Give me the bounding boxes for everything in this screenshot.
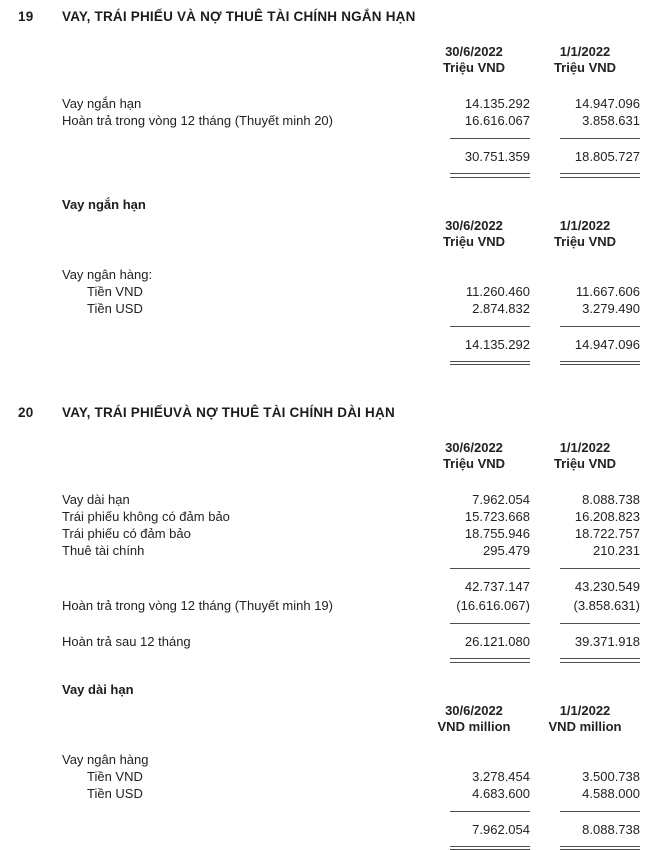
section-number: 19 xyxy=(18,9,34,24)
col1-unit: Triệu VND xyxy=(442,233,506,249)
table-row xyxy=(62,768,640,785)
single-rule xyxy=(450,138,530,139)
total-col2: 8.088.738 xyxy=(582,821,640,837)
col1-date: 30/6/2022 xyxy=(445,440,503,456)
row-label: Tiền VND xyxy=(87,283,143,299)
double-rule xyxy=(450,658,530,663)
value-col2: 4.588.000 xyxy=(582,785,640,801)
table-row xyxy=(62,95,640,112)
value-col1: 14.135.292 xyxy=(464,96,530,111)
col2-unit: Triệu VND xyxy=(553,60,617,75)
total-col2: 14.947.096 xyxy=(574,336,640,352)
value-col1: 4.683.600 xyxy=(472,785,530,801)
col1-header xyxy=(418,703,530,735)
single-rule xyxy=(560,138,640,139)
short-term-bank-loans-table xyxy=(62,218,640,366)
single-rule xyxy=(560,326,640,327)
value-col1: 16.616.067 xyxy=(464,113,530,128)
double-rule xyxy=(450,173,530,178)
single-rule-row xyxy=(62,802,640,812)
group-label-row xyxy=(62,751,640,768)
total-row xyxy=(62,139,640,165)
column-headers xyxy=(62,703,640,735)
double-rule xyxy=(450,846,530,850)
col1-unit: Triệu VND xyxy=(442,60,506,75)
col2-date: 1/1/2022 xyxy=(559,440,611,456)
single-rule xyxy=(450,623,530,624)
double-rule xyxy=(560,361,640,366)
double-rule xyxy=(560,658,640,663)
single-rule-row xyxy=(62,317,640,327)
col1-header xyxy=(418,440,530,472)
col1-date: 30/6/2022 xyxy=(445,217,503,233)
double-rule-row xyxy=(62,165,640,178)
value-col2: 3.858.631 xyxy=(582,113,640,128)
value-col2: 210.231 xyxy=(593,543,640,559)
double-rule xyxy=(560,846,640,850)
row-label: Trái phiếu có đảm bảo xyxy=(62,526,191,542)
row-label: Vay ngắn hạn xyxy=(62,96,142,111)
value-col2: 11.667.606 xyxy=(575,283,640,299)
col2-header xyxy=(530,218,640,250)
table-row xyxy=(62,283,640,300)
group-label-row xyxy=(62,266,640,283)
total-col1: 7.962.054 xyxy=(472,821,530,837)
value-col1: 18.755.946 xyxy=(464,526,530,542)
total-col2: 39.371.918 xyxy=(574,634,640,650)
col1-date: 30/6/2022 xyxy=(445,702,503,718)
value-col2: 18.722.757 xyxy=(574,526,640,542)
double-rule-row xyxy=(62,838,640,850)
section-title: VAY, TRÁI PHIẾUVÀ NỢ THUÊ TÀI CHÍNH DÀI HẠN xyxy=(62,405,395,421)
row-label: Thuê tài chính xyxy=(62,543,145,559)
double-rule-row xyxy=(62,353,640,366)
total-row xyxy=(62,327,640,353)
col1-header xyxy=(418,44,530,76)
column-headers xyxy=(62,440,640,472)
double-rule xyxy=(450,361,530,366)
single-rule xyxy=(560,811,640,812)
subtotal-col2: 43.230.549 xyxy=(574,579,640,595)
single-rule-row xyxy=(62,559,640,569)
short-term-summary-table xyxy=(62,44,640,178)
single-rule xyxy=(560,568,640,569)
value-col1: 2.874.832 xyxy=(472,300,530,316)
col2-date: 1/1/2022 xyxy=(559,44,611,59)
table-row xyxy=(62,112,640,129)
col1-date: 30/6/2022 xyxy=(445,44,503,59)
total-col1: 30.751.359 xyxy=(464,149,530,164)
value-col1: (16.616.067) xyxy=(456,598,530,614)
col1-unit: Triệu VND xyxy=(442,456,506,472)
value-col2: 8.088.738 xyxy=(582,492,640,508)
total-row xyxy=(62,624,640,650)
row-label: Hoàn trả trong vòng 12 tháng (Thuyết minh 20) xyxy=(62,113,333,128)
subtotal-col1: 42.737.147 xyxy=(464,579,530,595)
row-label: Hoàn trả trong vòng 12 tháng (Thuyết minh 19) xyxy=(62,598,333,614)
row-label: Tiền USD xyxy=(87,300,143,316)
value-col1: 3.278.454 xyxy=(472,768,530,784)
subsection-title: Vay dài hạn xyxy=(62,681,134,697)
table-row xyxy=(62,300,640,317)
table-row xyxy=(62,508,640,525)
col1-header xyxy=(418,218,530,250)
total-col2: 18.805.727 xyxy=(574,149,640,164)
table-row xyxy=(62,542,640,559)
row-label: Hoàn trả sau 12 tháng xyxy=(62,634,191,650)
column-headers xyxy=(62,44,640,76)
row-label: Vay dài hạn xyxy=(62,492,130,508)
value-col2: 16.208.823 xyxy=(574,509,640,525)
value-col1: 7.962.054 xyxy=(472,492,530,508)
value-col2: (3.858.631) xyxy=(573,598,640,614)
row-label: Tiền VND xyxy=(87,768,143,784)
row-label: Trái phiếu không có đảm bảo xyxy=(62,509,230,525)
column-headers xyxy=(62,218,640,250)
double-rule xyxy=(560,173,640,178)
value-col1: 11.260.460 xyxy=(465,283,530,299)
col2-unit: Triệu VND xyxy=(553,456,617,472)
table-row xyxy=(62,785,640,802)
total-col1: 26.121.080 xyxy=(464,634,530,650)
row-label: Tiền USD xyxy=(87,785,143,801)
table-row xyxy=(62,491,640,508)
single-rule xyxy=(450,811,530,812)
single-rule-row xyxy=(62,129,640,139)
single-rule xyxy=(560,623,640,624)
table-row xyxy=(62,597,640,614)
col2-header xyxy=(530,44,640,76)
col2-date: 1/1/2022 xyxy=(559,217,611,233)
long-term-bank-loans-table xyxy=(62,703,640,850)
subtotal-row xyxy=(62,569,640,595)
col2-unit: Triệu VND xyxy=(553,233,617,249)
total-row xyxy=(62,812,640,838)
col2-date: 1/1/2022 xyxy=(559,702,611,718)
single-rule xyxy=(450,326,530,327)
value-col2: 14.947.096 xyxy=(574,96,640,111)
col2-header xyxy=(530,703,640,735)
single-rule xyxy=(450,568,530,569)
long-term-summary-table xyxy=(62,440,640,663)
group-label: Vay ngân hàng xyxy=(62,751,149,767)
col2-header xyxy=(530,440,640,472)
value-col2: 3.500.738 xyxy=(582,768,640,784)
value-col2: 3.279.490 xyxy=(582,300,640,316)
section-19-heading xyxy=(18,9,640,24)
subsection-title: Vay ngắn hạn xyxy=(62,196,146,212)
value-col1: 15.723.668 xyxy=(464,509,530,525)
double-rule-row xyxy=(62,650,640,663)
group-label: Vay ngân hàng: xyxy=(62,266,153,282)
section-title: VAY, TRÁI PHIẾU VÀ NỢ THUÊ TÀI CHÍNH NGẮN HẠN xyxy=(62,9,416,24)
section-20-heading xyxy=(18,405,640,420)
total-col1: 14.135.292 xyxy=(464,336,530,352)
single-rule-row xyxy=(62,614,640,624)
value-col1: 295.479 xyxy=(483,543,530,559)
col1-unit: VND million xyxy=(437,718,511,734)
table-row xyxy=(62,525,640,542)
col2-unit: VND million xyxy=(548,718,622,734)
section-number: 20 xyxy=(18,405,34,421)
